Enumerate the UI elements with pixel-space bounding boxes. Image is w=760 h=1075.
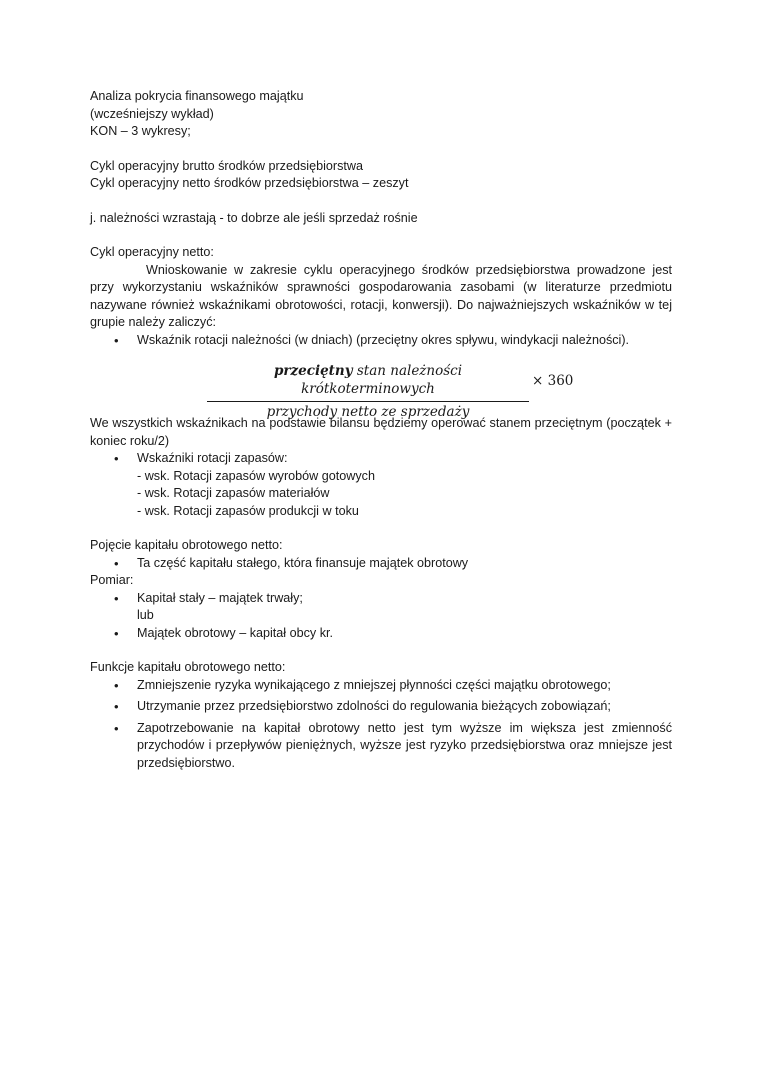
formula-numerator <box>207 363 529 402</box>
formula-fraction <box>207 363 529 422</box>
list-item <box>90 332 672 350</box>
receivables-formula <box>90 357 672 420</box>
list-item <box>90 590 672 608</box>
note-line: j. należności wzrastają - to dobrze ale jeśli sprzedaż rośnie <box>90 210 418 225</box>
list-item <box>90 720 672 773</box>
section-heading-functions: Funkcje kapitału obrotowego netto: <box>90 660 286 674</box>
measure-list <box>90 590 672 643</box>
average-state-paragraph: We wszystkich wskaźnikach na podstawie bilansu będziemy operować stanem przeciętnym (początek + koniec roku/2) <box>90 416 672 448</box>
list-item-text: Majątek obrotowy – kapitał obcy kr. <box>137 625 333 640</box>
measure-label: Pomiar: <box>90 573 134 587</box>
list-item-text: Wskaźniki rotacji zapasów: <box>137 451 288 465</box>
section-heading-cycle: Cykl operacyjny netto: <box>90 245 214 259</box>
functions-list <box>90 677 672 773</box>
formula-denominator: przychody netto ze sprzedaży <box>266 404 470 420</box>
cycle-net-line: Cykl operacyjny netto środków przedsiębiorstwa – zeszyt <box>90 176 409 190</box>
list-item <box>90 698 672 716</box>
receivables-list <box>90 332 672 350</box>
bullet-icon: • <box>114 677 119 693</box>
bullet-icon: • <box>114 699 119 714</box>
formula-multiplier: × 360 <box>532 373 574 389</box>
list-item-text: Utrzymanie przez przedsiębiorstwo zdolności do regulowania bieżących zobowiązań; <box>137 699 611 713</box>
list-item-text: lub <box>137 608 154 622</box>
section-heading-working-capital: Pojęcie kapitału obrotowego netto: <box>90 538 283 552</box>
bullet-icon: • <box>114 332 119 348</box>
list-item <box>90 625 672 643</box>
subtitle-line: (wcześniejszy wykład) <box>90 106 214 121</box>
list-item-text: Zmniejszenie ryzyka wynikającego z mniejszej płynności części majątku obrotowego; <box>137 677 611 692</box>
bullet-icon: • <box>114 590 119 606</box>
sub-item: - wsk. Rotacji zapasów materiałów <box>137 486 330 500</box>
bullet-icon: • <box>114 720 119 736</box>
title-line: Analiza pokrycia finansowego majątku <box>90 89 304 103</box>
sub-item: - wsk. Rotacji zapasów wyrobów gotowych <box>137 468 375 483</box>
bullet-icon: • <box>114 451 119 466</box>
inventory-list <box>90 450 672 468</box>
bullet-icon: • <box>114 625 119 641</box>
formula-numerator-rest: stan należności krótkoterminowych <box>301 363 463 397</box>
list-item <box>90 607 672 625</box>
formula-numerator-bold: przeciętny <box>273 363 353 379</box>
list-item-text: Kapitał stały – majątek trwały; <box>137 590 303 605</box>
list-item <box>90 677 672 695</box>
list-item-text: Zapotrzebowanie na kapitał obrotowy netto jest tym wyższe im większa jest zmienność przychodów i przepływów pieniężnych, wyższe jest ryzyko przedsiębiorstwa oraz mniejsze jest przedsiębiorstwo. <box>137 720 672 770</box>
sub-item: - wsk. Rotacji zapasów produkcji w toku <box>137 503 359 518</box>
cycle-paragraph: Wnioskowanie w zakresie cyklu operacyjnego środków przedsiębiorstwa prowadzone jest przy wykorzystaniu wskaźników sprawności gospodarowania zasobami (w literaturze przedmiotu nazywane również wskaźnikami obrotowości, rotacji, konwersji). Do najważniejszych wskaźników w tej grupie należy zaliczyć: <box>90 262 672 329</box>
document-body <box>90 88 672 772</box>
cycle-gross-line: Cykl operacyjny brutto środków przedsiębiorstwa <box>90 158 363 173</box>
list-item-text: Wskaźnik rotacji należności (w dniach) (przeciętny okres spływu, windykacji należności). <box>137 332 630 347</box>
list-item <box>90 450 672 468</box>
list-item-text: Ta część kapitału stałego, która finansuje majątek obrotowy <box>137 555 469 570</box>
list-item <box>90 555 672 573</box>
working-capital-list <box>90 555 672 573</box>
bullet-icon: • <box>114 555 119 571</box>
kon-line: KON – 3 wykresy; <box>90 124 191 138</box>
